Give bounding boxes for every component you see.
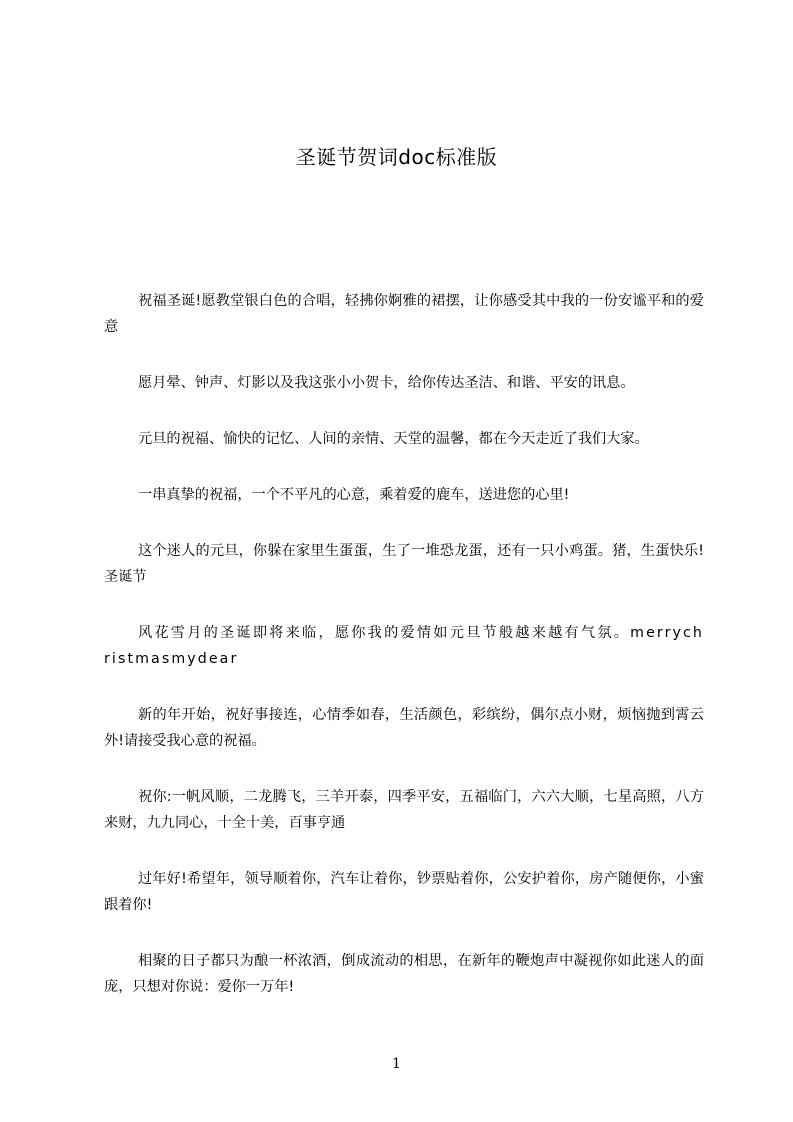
paragraph: 一串真挚的祝福，一个不平凡的心意，乘着爱的鹿车，送进您的心里!: [138, 487, 570, 503]
paragraph: 新的年开始，祝好事接连，心情季如春，生活颜色，彩缤纷，偶尔点小财，烦恼抛到霄云外!请接受我心意的祝福。: [104, 707, 704, 749]
page-number: 1: [392, 1056, 401, 1072]
paragraph: 祝你:一帆风顺，二龙腾飞，三羊开泰，四季平安，五福临门，六六大顺，七星高照，八方来财，九九同心，十全十美，百事亨通: [104, 789, 704, 831]
paragraph: 愿月晕、钟声、灯影以及我这张小小贺卡，给你传达圣洁、和谐、平安的讯息。: [138, 375, 635, 391]
paragraph: 祝福圣诞!愿教堂银白色的合唱，轻拂你婀雅的裙摆，让你感受其中我的一份安谧平和的爱意: [104, 293, 704, 335]
paragraph: 元旦的祝福、愉快的记忆、人间的亲情、天堂的温馨，都在今天走近了我们大家。: [138, 431, 649, 447]
paragraph: 这个迷人的元旦，你躲在家里生蛋蛋，生了一堆恐龙蛋，还有一只小鸡蛋。猪，生蛋快乐!圣诞节: [104, 543, 704, 585]
paragraph: 相聚的日子都只为酿一杯浓酒，倒成流动的相思，在新年的鞭炮声中凝视你如此迷人的面庞，只想对你说：爱你一万年!: [104, 953, 704, 995]
paragraph: 过年好!希望年，领导顺着你，汽车让着你，钞票贴着你，公安护着你，房产随便你，小蜜跟着你!: [104, 871, 704, 913]
document-body: [104, 288, 704, 1030]
paragraph: 风花雪月的圣诞即将来临，愿你我的爱情如元旦节般越来越有气氛。merrychristmasmydear: [104, 625, 704, 667]
document-title: 圣诞节贺词doc标准版: [295, 145, 498, 169]
